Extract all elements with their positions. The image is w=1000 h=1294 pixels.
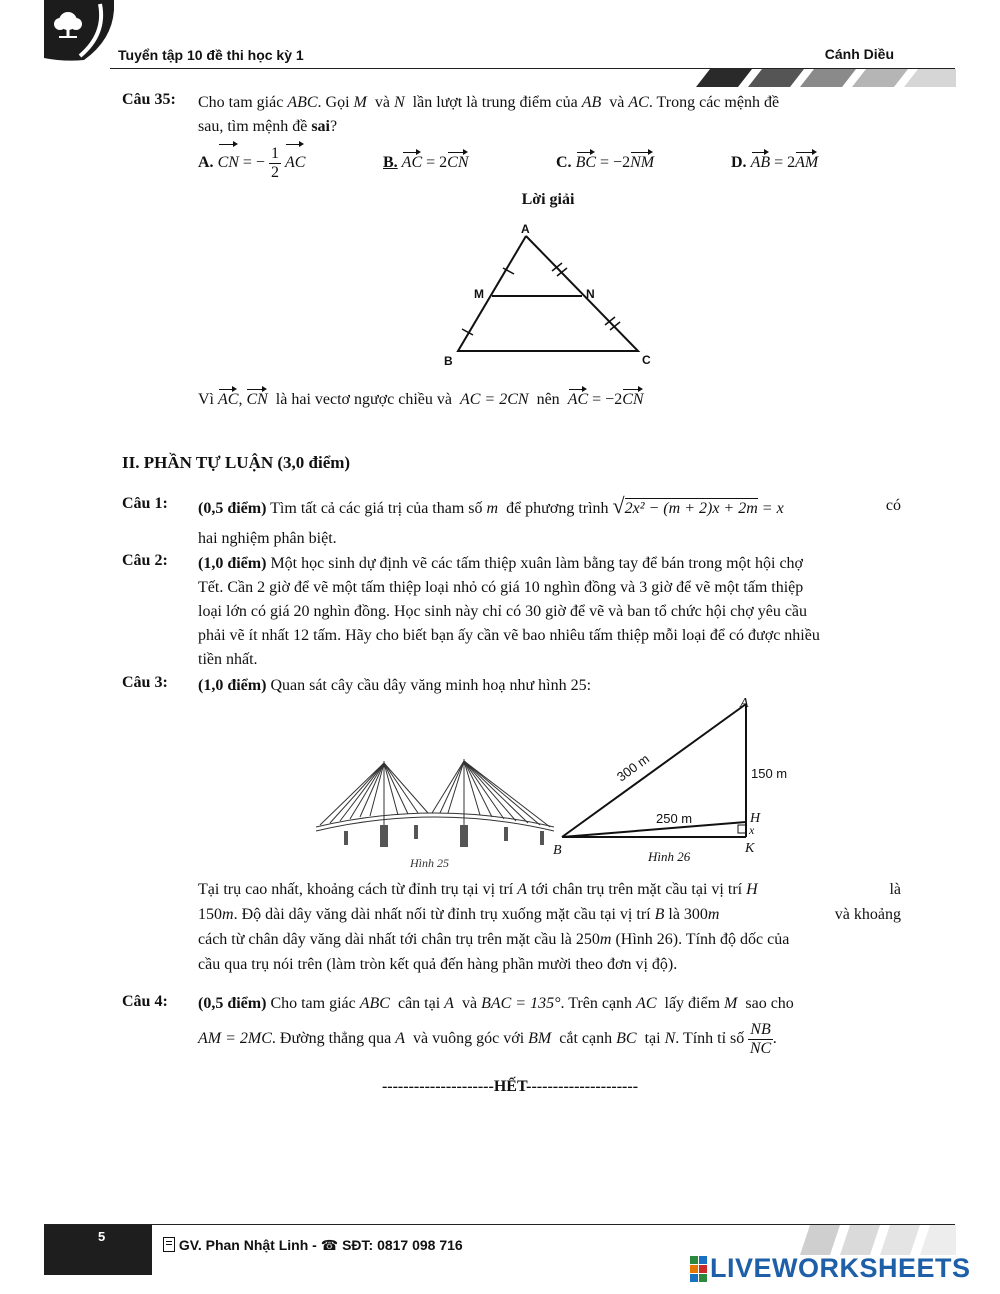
cable-figure xyxy=(548,692,808,872)
document-icon xyxy=(163,1237,175,1252)
q1-line1: (0,5 điểm) Tìm tất cả các giá trị của tham số m để phương trình √2x² − (m + 2)x + 2m = x có xyxy=(198,493,901,518)
header-series: Cánh Diều xyxy=(824,46,894,62)
section-title: II. PHẦN TỰ LUẬN (3,0 điểm) xyxy=(122,453,351,472)
figure-25-caption: Hình 25 xyxy=(410,856,449,870)
q35-label: Câu 35: xyxy=(122,91,176,108)
q2-line3: loại lớn có giá 20 nghìn đồng. Học sinh này chỉ có 30 giờ để vẽ và ban tổ chức hội chợ yêu cầu xyxy=(198,603,808,620)
footer-page-number: 5 xyxy=(98,1229,106,1244)
liveworksheets-brand: LIVEWORKSHEETS xyxy=(710,1253,971,1283)
liveworksheets-logo[interactable] xyxy=(690,1253,971,1283)
fraction: $\frac{1}{2}$ xyxy=(270,144,279,181)
q35-line1: Cho tam giác ABC. Gọi M và N lần lượt là trung điểm của AB và AC. Trong các mệnh đề xyxy=(198,94,780,111)
header-stripes xyxy=(696,69,956,89)
label-x: x xyxy=(749,823,755,837)
q2-line4: phải vẽ ít nhất 12 tấm. Hãy cho biết bạn ấy cần vẽ bao nhiêu tấm thiệp mỗi loại để có được nhiều xyxy=(198,627,820,644)
figure-26-caption: Hình 26 xyxy=(648,849,691,864)
label-k: K xyxy=(745,841,755,856)
figure-label-n: N xyxy=(586,287,595,301)
q1-label: Câu 1: xyxy=(122,495,168,512)
label-b: B xyxy=(553,843,562,858)
sqrt-sign: √ xyxy=(612,493,625,518)
ratio-fraction: $\frac{NB}{NC}$ xyxy=(749,1020,772,1057)
figure-label-c: C xyxy=(642,353,651,367)
q4-line2: AM = 2MC. Đường thẳng qua A và vuông góc với BM cắt cạnh BC tại N. Tính tỉ số $\frac{NB}{NC}$ . xyxy=(198,1020,777,1057)
figure-label-m: M xyxy=(474,287,484,301)
solution-title: Lời giải xyxy=(521,191,575,208)
q3-line4: cầu qua trụ nói trên (làm tròn kết quả đến hàng phần mười theo đơn vị độ). xyxy=(198,956,678,973)
q3-line1: Tại trụ cao nhất, khoảng cách từ đỉnh trụ tại vị trí A tới chân trụ trên mặt cầu tại vị trí H là xyxy=(198,881,901,898)
triangle-figure xyxy=(430,218,670,370)
q2-line2: Tết. Cần 2 giờ để vẽ một tấm thiệp loại nhỏ có giá 10 nghìn đồng và 3 giờ để vẽ một tấm thiệp xyxy=(198,579,804,596)
q2-label: Câu 2: xyxy=(122,552,168,569)
option-d[interactable]: D. AB = 2AM xyxy=(731,151,818,175)
end-mark: ---------------------HẾT--------------------- xyxy=(381,1078,639,1095)
label-a: A xyxy=(740,696,749,711)
option-b[interactable]: B. AC = 2CN xyxy=(383,151,469,175)
footer-contact: GV. Phan Nhật Linh - ☎ SĐT: 0817 098 716 xyxy=(163,1237,463,1254)
label-h: H xyxy=(750,811,761,826)
solution-text: Vì AC, CN là hai vectơ ngược chiều và AC = 2CN nên AC = −2CN xyxy=(198,388,901,412)
label-150m: 150 m xyxy=(751,766,788,781)
label-300m: 300 m xyxy=(613,751,653,785)
q2-line1: (1,0 điểm) Một học sinh dự định vẽ các tấm thiệp xuân làm bằng tay để bán trong một hội chợ xyxy=(198,555,804,572)
option-a[interactable]: A. CN = − $\frac{1}{2}$ AC xyxy=(198,143,305,189)
q3-line2: 150m. Độ dài dây văng dài nhất nối từ đỉnh trụ xuống mặt cầu tại vị trí B là 300m và khoảng xyxy=(198,906,901,923)
q4-line1: (0,5 điểm) Cho tam giác ABC cân tại A và BAC = 135°. Trên cạnh AC lấy điểm M sao cho xyxy=(198,995,794,1012)
figure-label-a: A xyxy=(521,222,530,236)
liveworksheets-icon xyxy=(690,1256,707,1282)
footer-stripes xyxy=(800,1225,956,1255)
figure-label-b: B xyxy=(444,354,453,368)
header-logo xyxy=(44,0,114,62)
q2-line5: tiền nhất. xyxy=(198,651,258,668)
label-250m: 250 m xyxy=(656,811,693,826)
header-title: Tuyển tập 10 đề thi học kỳ 1 xyxy=(118,47,304,63)
q4-label: Câu 4: xyxy=(122,993,168,1010)
q35-line2: sau, tìm mệnh đề sai? xyxy=(198,118,338,135)
option-c[interactable]: C. BC = −2NM xyxy=(556,151,654,175)
phone-icon: ☎ xyxy=(320,1237,339,1253)
q3-label: Câu 3: xyxy=(122,674,168,691)
bridge-figure xyxy=(314,755,556,873)
q1-line2: hai nghiệm phân biệt. xyxy=(198,530,337,547)
q3-intro: (1,0 điểm) Quan sát cây cầu dây văng minh hoạ như hình 25: xyxy=(198,677,592,694)
q3-line3: cách từ chân dây văng dài nhất tới chân trụ trên mặt cầu là 250m (Hình 26). Tính độ dốc của xyxy=(198,931,790,948)
